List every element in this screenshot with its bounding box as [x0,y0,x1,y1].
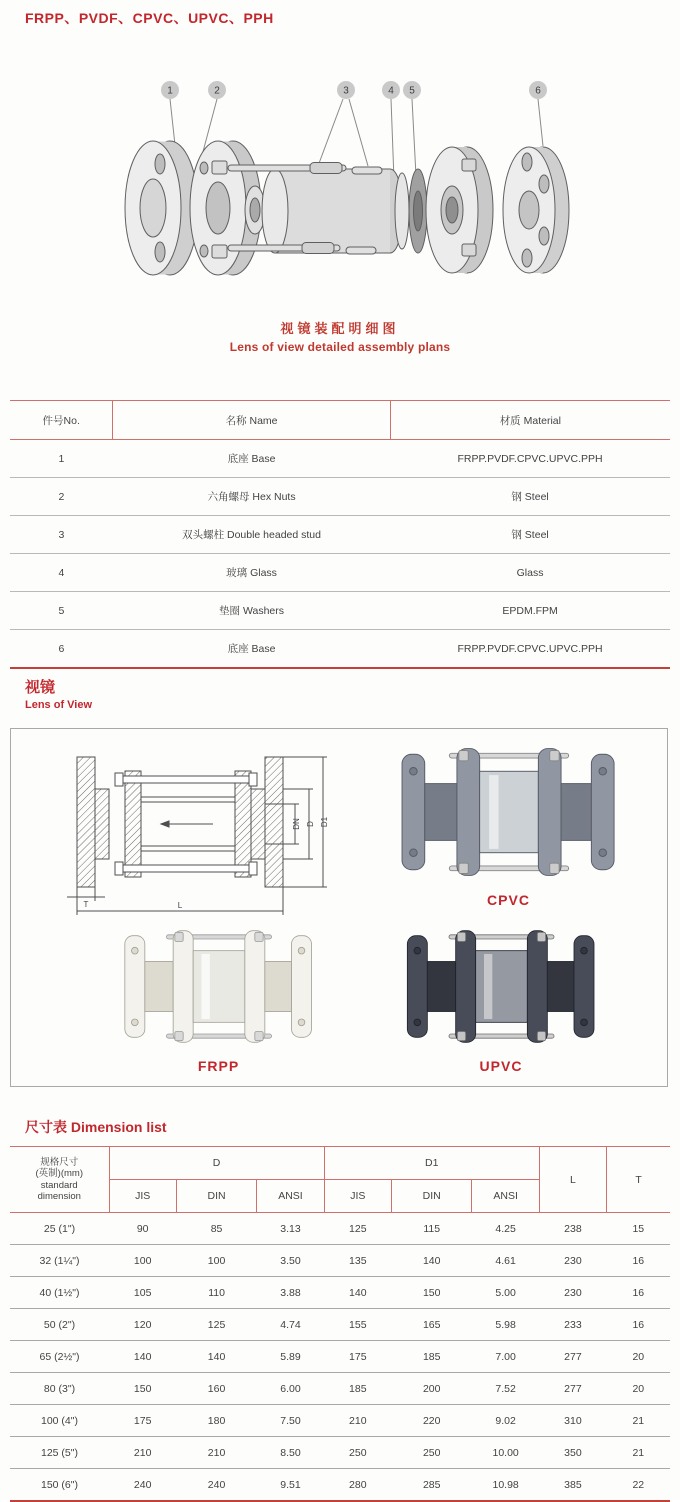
table-cell: 6.00 [257,1373,324,1405]
table-cell: 底座 Base [113,630,390,669]
table-cell: 4.61 [472,1245,539,1277]
table-row [10,1405,670,1437]
assembly-caption-zh: 视镜装配明细图 [280,321,400,336]
table-cell: 140 [109,1341,176,1373]
table-cell: 220 [391,1405,472,1437]
lens-heading-zh: 视镜 [25,679,56,696]
glass-tube [262,169,403,253]
table-cell: 7.50 [257,1405,324,1437]
table-cell: 185 [391,1341,472,1373]
table-cell: 7.52 [472,1373,539,1405]
table-cell: 10.00 [472,1437,539,1469]
assembly-caption-en: Lens of view detailed assembly plans [229,340,451,354]
dim-subheader-jis: JIS [324,1180,391,1213]
table-cell: 277 [539,1373,606,1405]
spec-line: 规格尺寸 [40,1156,79,1168]
table-cell: 16 [607,1309,670,1341]
table-cell: 310 [539,1405,606,1437]
table-row [10,1373,670,1405]
lens-heading-en: Lens of View [25,699,93,711]
table-cell: 175 [324,1341,391,1373]
dim-header-d1: D1 [324,1147,539,1180]
table-cell: 277 [539,1341,606,1373]
table-cell: 240 [176,1469,257,1502]
table-cell: 10.98 [472,1469,539,1502]
table-cell: 180 [176,1405,257,1437]
table-cell: 160 [176,1373,257,1405]
table-cell: 3 [10,516,113,554]
table-cell: 双头螺柱 Double headed stud [113,516,390,554]
table-cell: Glass [390,554,670,592]
assembly-caption [0,318,680,354]
svg-text:1: 1 [167,85,173,97]
dim-subheader-din: DIN [391,1180,472,1213]
table-cell: 100 (4") [10,1405,109,1437]
table-cell: 120 [109,1309,176,1341]
table-cell: 21 [607,1405,670,1437]
callouts [161,81,547,99]
table-cell: 350 [539,1437,606,1469]
table-row [10,1341,670,1373]
spec-line: standard [40,1179,78,1191]
table-cell: 100 [109,1245,176,1277]
glass-and-washers [395,169,427,253]
table-cell: 210 [109,1437,176,1469]
callout-2 [208,81,226,99]
lens-panel [10,728,668,1087]
table-cell: 4 [10,554,113,592]
table-cell: 玻璃 Glass [113,554,390,592]
table-row [10,630,670,669]
table-cell: 3.13 [257,1213,324,1245]
label-d1: D1 [320,816,329,828]
table-cell: 140 [324,1277,391,1309]
table-cell: 钢 Steel [390,516,670,554]
table-cell: 钢 Steel [390,478,670,516]
table-row [10,440,670,478]
table-cell: 250 [391,1437,472,1469]
table-cell: 3.50 [257,1245,324,1277]
table-row [10,1277,670,1309]
dim-header-row-1 [10,1147,670,1180]
table-cell: 135 [324,1245,391,1277]
table-cell: 150 [391,1277,472,1309]
callout-5 [403,81,421,99]
table-row [10,1437,670,1469]
lens-section-heading [25,676,92,711]
label-dn: DN [292,818,301,830]
table-cell: 175 [109,1405,176,1437]
parts-table [10,400,670,669]
dim-subheader-ansi: ANSI [472,1180,539,1213]
table-cell: 110 [176,1277,257,1309]
table-cell: 125 [176,1309,257,1341]
table-cell: EPDM.FPM [390,592,670,630]
table-cell: 233 [539,1309,606,1341]
table-row [10,592,670,630]
table-cell: 155 [324,1309,391,1341]
table-cell: FRPP.PVDF.CPVC.UPVC.PPH [390,440,670,478]
product-upvc [376,924,626,1074]
table-cell: 22 [607,1469,670,1502]
svg-text:6: 6 [535,85,541,97]
table-cell: 6 [10,630,113,669]
dimension-table [10,1146,670,1502]
table-cell: 21 [607,1437,670,1469]
table-cell: 5 [10,592,113,630]
product-label-upvc: UPVC [479,1058,523,1074]
table-cell: 3.88 [257,1277,324,1309]
parts-table-header-row [10,401,670,440]
table-cell: 280 [324,1469,391,1502]
table-cell: 40 (1½") [10,1277,109,1309]
table-cell: 65 (2½") [10,1341,109,1373]
table-cell: 238 [539,1213,606,1245]
product-label-cpvc: CPVC [487,892,530,908]
dimension-heading [25,1117,167,1137]
parts-header-name: 名称 Name [113,401,390,440]
svg-text:4: 4 [388,85,394,97]
table-row [10,554,670,592]
product-label-frpp: FRPP [197,1058,240,1074]
table-cell: 90 [109,1213,176,1245]
table-cell: 六角螺母 Hex Nuts [113,478,390,516]
callout-6 [529,81,547,99]
svg-text:3: 3 [343,85,349,97]
spec-line: dimension [37,1191,81,1202]
table-cell: 140 [391,1245,472,1277]
table-cell: 150 [109,1373,176,1405]
table-cell: 250 [324,1437,391,1469]
parts-header-no: 件号No. [10,401,113,440]
page-title: FRPP、PVDF、CPVC、UPVC、PPH [25,10,274,26]
table-cell: 7.00 [472,1341,539,1373]
dimension-heading-en: Dimension list [70,1119,167,1135]
dim-header-l: L [539,1147,606,1213]
frpp-photo [99,924,339,1049]
table-cell: 4.25 [472,1213,539,1245]
table-cell: 200 [391,1373,472,1405]
table-cell: 垫圈 Washers [113,592,390,630]
callout-3 [337,81,355,99]
flange-right-outer [503,147,569,273]
table-cell: 20 [607,1341,670,1373]
cpvc-photo [384,741,634,883]
table-cell: 210 [324,1405,391,1437]
table-cell: 5.89 [257,1341,324,1373]
table-cell: 115 [391,1213,472,1245]
table-cell: 1 [10,440,113,478]
table-row [10,1469,670,1502]
table-cell: 105 [109,1277,176,1309]
flange-right-inner [426,147,493,273]
upvc-photo [384,924,619,1049]
spec-line: (英制)(mm) [35,1168,83,1179]
callout-4 [382,81,400,99]
flange-left-inner [190,141,265,275]
dim-header-spec [10,1147,109,1213]
product-cpvc [376,741,641,908]
table-cell: 240 [109,1469,176,1502]
table-row [10,516,670,554]
dim-subheader-jis: JIS [109,1180,176,1213]
dim-header-d: D [109,1147,324,1180]
label-l: L [177,901,183,910]
table-cell: 5.98 [472,1309,539,1341]
table-cell: 底座 Base [113,440,390,478]
table-cell: 50 (2") [10,1309,109,1341]
table-cell: FRPP.PVDF.CPVC.UPVC.PPH [390,630,670,669]
exploded-assembly-drawing [100,58,580,313]
table-cell: 385 [539,1469,606,1502]
parts-header-material: 材质 Material [390,401,670,440]
dim-subheader-ansi: ANSI [257,1180,324,1213]
table-cell: 165 [391,1309,472,1341]
table-cell: 230 [539,1245,606,1277]
table-cell: 5.00 [472,1277,539,1309]
table-cell: 285 [391,1469,472,1502]
table-row [10,1213,670,1245]
table-cell: 8.50 [257,1437,324,1469]
product-frpp [86,924,351,1074]
svg-text:5: 5 [409,85,415,97]
cross-section-drawing [63,749,359,921]
table-cell: 85 [176,1213,257,1245]
table-cell: 9.51 [257,1469,324,1502]
table-cell: 185 [324,1373,391,1405]
label-d: D [306,821,315,827]
table-cell: 15 [607,1213,670,1245]
table-row [10,1245,670,1277]
table-cell: 16 [607,1245,670,1277]
table-cell: 16 [607,1277,670,1309]
table-cell: 140 [176,1341,257,1373]
table-cell: 9.02 [472,1405,539,1437]
table-cell: 32 (1¼") [10,1245,109,1277]
svg-text:2: 2 [214,85,220,97]
dim-subheader-din: DIN [176,1180,257,1213]
table-cell: 125 (5") [10,1437,109,1469]
table-cell: 20 [607,1373,670,1405]
table-cell: 25 (1") [10,1213,109,1245]
table-cell: 210 [176,1437,257,1469]
dimension-heading-zh: 尺寸表 [25,1119,67,1135]
table-cell: 230 [539,1277,606,1309]
table-cell: 2 [10,478,113,516]
table-cell: 80 (3") [10,1373,109,1405]
table-cell: 100 [176,1245,257,1277]
table-cell: 4.74 [257,1309,324,1341]
table-row [10,478,670,516]
table-cell: 125 [324,1213,391,1245]
dim-header-t: T [607,1147,670,1213]
callout-1 [161,81,179,99]
table-row [10,1309,670,1341]
table-cell: 150 (6") [10,1469,109,1502]
label-t: T [83,900,89,909]
